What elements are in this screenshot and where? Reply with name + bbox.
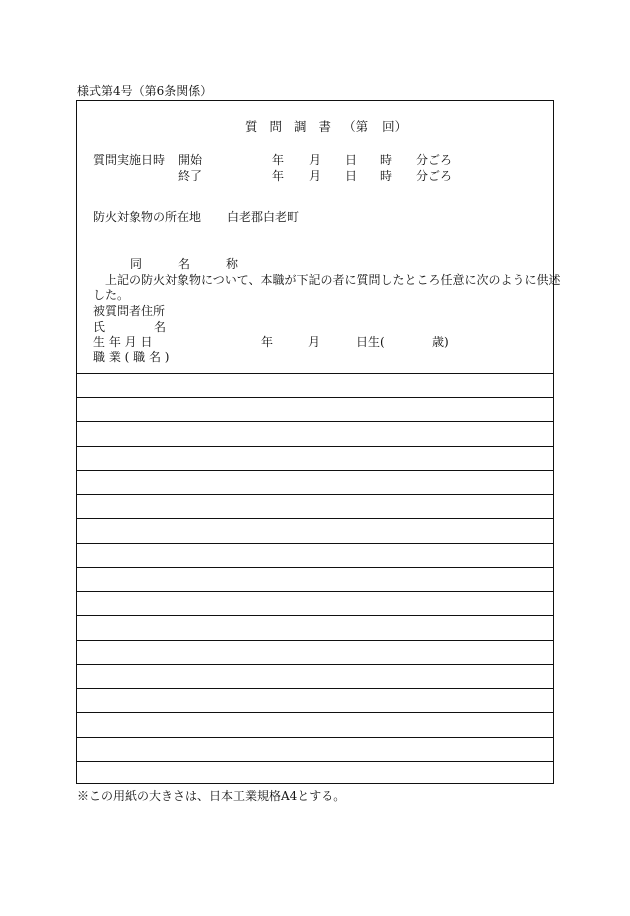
respondent-birth-year: 年 [261, 335, 274, 349]
respondent-birth-month: 月 [308, 335, 321, 349]
respondent-name-label-a: 氏 [93, 320, 106, 334]
answer-line [77, 615, 553, 616]
title-char-3: 調 [294, 119, 307, 134]
start-hour: 時 [380, 153, 393, 167]
answer-line [77, 373, 553, 374]
end-year: 年 [272, 169, 285, 183]
title-count-prefix: （第 [343, 119, 369, 134]
footnote: ※この用紙の大きさは、日本工業規格A4とする。 [77, 789, 346, 803]
start-minute: 分ごろ [416, 153, 453, 167]
answer-line [77, 761, 553, 762]
title-char-4: 書 [318, 119, 332, 134]
form-title [245, 120, 407, 134]
respondent-address-label: 被質問者住所 [93, 304, 166, 318]
respondent-occupation-label: 職 業 ( 職 名 ) [93, 350, 170, 364]
end-hour: 時 [380, 169, 393, 183]
title-char-1: 質 [245, 119, 258, 134]
answer-line [77, 737, 553, 738]
start-year: 年 [272, 153, 285, 167]
answer-line [77, 446, 553, 447]
answer-line [77, 494, 553, 495]
end-minute: 分ごろ [416, 169, 453, 183]
end-month: 月 [309, 169, 322, 183]
answer-line [77, 591, 553, 592]
answer-line [77, 688, 553, 689]
start-month: 月 [309, 153, 322, 167]
same-name-char-1: 同 [130, 257, 143, 271]
answer-line [77, 470, 553, 471]
answer-line [77, 397, 553, 398]
respondent-age: 歳) [432, 335, 449, 349]
start-day: 日 [345, 153, 358, 167]
end-day: 日 [345, 169, 358, 183]
same-name-char-2: 名 [178, 257, 191, 271]
location-label: 防火対象物の所在地 [93, 210, 202, 224]
title-count-suffix: 回） [382, 119, 408, 134]
start-label: 開始 [178, 153, 203, 167]
location-value: 白老郡白老町 [227, 210, 300, 224]
end-label: 終了 [178, 169, 203, 183]
answer-line [77, 640, 553, 641]
answer-line [77, 567, 553, 568]
respondent-name-label-b: 名 [154, 320, 167, 334]
title-char-2: 問 [269, 119, 283, 134]
form-frame [76, 100, 561, 784]
answer-line [77, 712, 553, 713]
interview-datetime-label: 質問実施日時 [93, 153, 166, 167]
same-name-char-3: 称 [226, 257, 239, 271]
form-number: 様式第4号（第6条関係） [77, 84, 213, 98]
answer-line [77, 421, 553, 422]
respondent-birth-label: 生 年 月 日 [93, 335, 153, 349]
respondent-birth-day: 日生( [356, 335, 385, 349]
statement-line-2: した。 [93, 288, 130, 302]
statement-line-1: 上記の防火対象物について、本職が下記の者に質問したところ任意に次のように供述 [105, 273, 561, 287]
answer-line [77, 664, 553, 665]
answer-line [77, 543, 553, 544]
answer-line [77, 518, 553, 519]
